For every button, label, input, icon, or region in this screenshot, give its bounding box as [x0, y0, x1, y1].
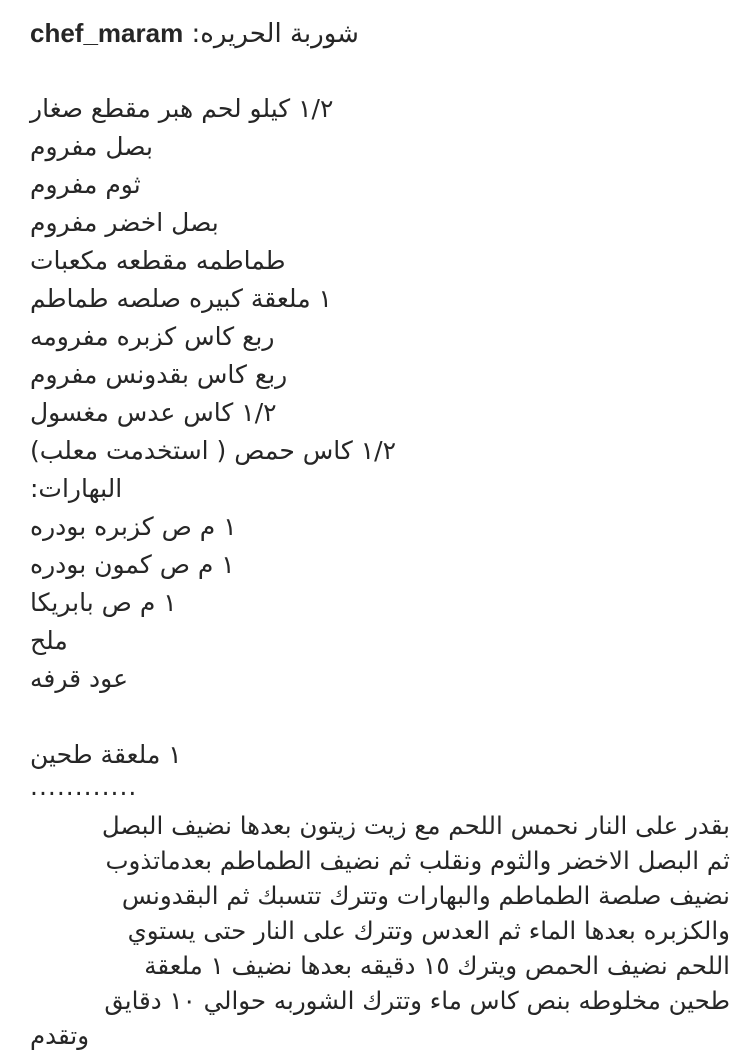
- ingredient-item: ربع كاس بقدونس مفروم: [30, 360, 288, 389]
- ingredient-item: طماطمه مقطعه مكعبات: [30, 246, 286, 275]
- ingredient-item-flour: ١ ملعقة طحين: [30, 740, 182, 769]
- separator-dots: ............: [30, 772, 138, 801]
- method-line: وتقدم: [30, 1021, 90, 1050]
- ingredient-item: ١ ملعقة كبيره صلصه طماطم: [30, 284, 332, 313]
- blank-line: [30, 698, 720, 736]
- caption-header: [30, 14, 359, 53]
- ingredient-item: ١/٢ كاس عدس مغسول: [30, 398, 277, 427]
- ingredient-item: ١ م ص كمون بودره: [30, 550, 235, 579]
- method-line: والكزبره بعدها الماء ثم العدس وتترك على النار حتى يستوي: [127, 916, 730, 945]
- method-line: طحين مخلوطه بنص كاس ماء وتترك الشوربه حوالي ١٠ دقايق: [104, 986, 730, 1015]
- ingredient-item: ثوم مفروم: [30, 170, 141, 199]
- spices-heading: البهارات:: [30, 474, 123, 503]
- ingredient-item: ١/٢ كاس حمص ( استخدمت معلب): [30, 436, 397, 465]
- username-link[interactable]: chef_maram: [30, 18, 184, 48]
- method-line: اللحم نضيف الحمص ويترك ١٥ دقيقه بعدها نضيف ١ ملعقة: [144, 951, 730, 980]
- ingredient-item: ملح: [30, 626, 68, 655]
- method-paragraph: [30, 808, 730, 1053]
- ingredient-item: بصل اخضر مفروم: [30, 208, 219, 237]
- ingredient-item: عود قرفه: [30, 664, 129, 693]
- ingredient-item: ١ م ص كزبره بودره: [30, 512, 237, 541]
- ingredients-list: [30, 90, 720, 774]
- ingredient-item: ١/٢ كيلو لحم هبر مقطع صغار: [30, 94, 334, 123]
- ingredient-item: ربع كاس كزبره مفرومه: [30, 322, 275, 351]
- ingredient-item: بصل مفروم: [30, 132, 153, 161]
- method-line: نضيف صلصة الطماطم والبهارات وتترك تتسبك ثم البقدونس: [121, 881, 730, 910]
- method-line: ثم البصل الاخضر والثوم ونقلب ثم نضيف الطماطم بعدماتذوب: [105, 846, 730, 875]
- ingredient-item: ١ م ص بابريكا: [30, 588, 177, 617]
- method-line: بقدر على النار نحمس اللحم مع زيت زيتون بعدها نضيف البصل: [101, 811, 730, 840]
- recipe-title: شوربة الحريره:: [191, 19, 359, 49]
